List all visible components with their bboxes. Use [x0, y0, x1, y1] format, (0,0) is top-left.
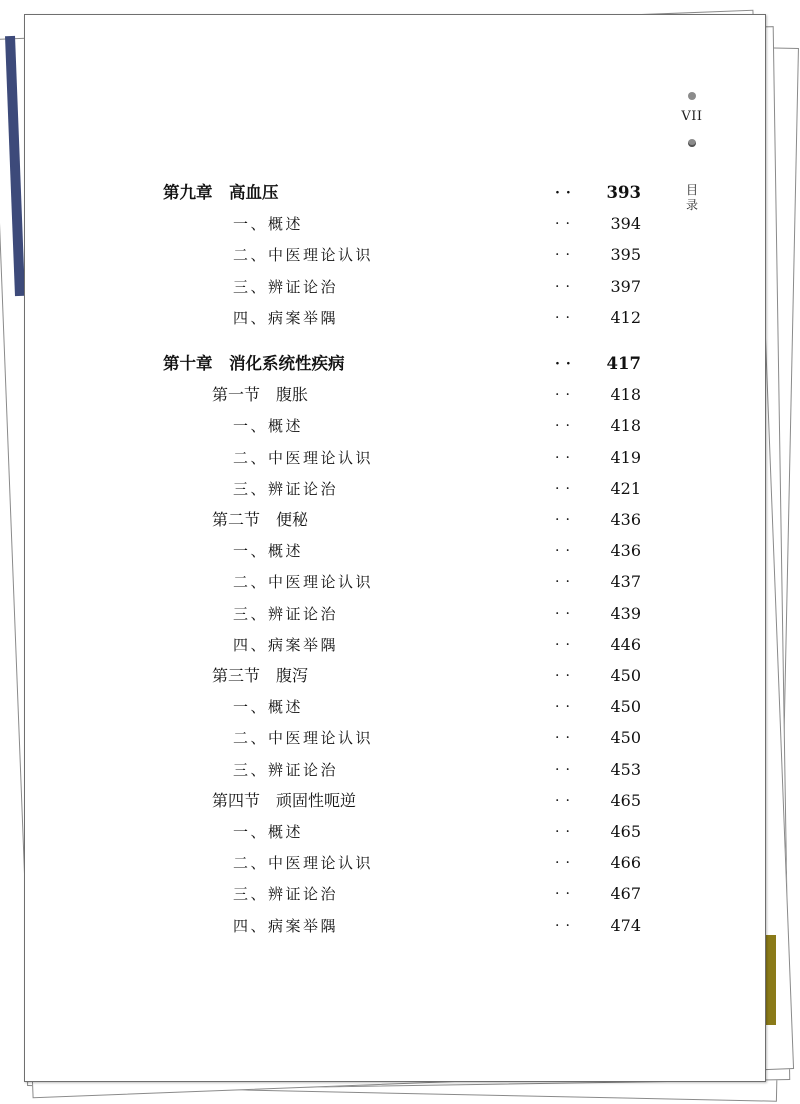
toc-leader-dots: ··	[555, 185, 577, 201]
toc-entry-page: 418	[610, 416, 641, 436]
toc-entry-page: 412	[610, 307, 641, 327]
side-running-title: 目录	[685, 183, 698, 212]
toc-entry-item	[25, 477, 765, 501]
cover-edge-olive	[766, 935, 776, 1025]
toc-entry-title: 第一节 腹胀	[212, 385, 309, 405]
toc-entry-page: 446	[610, 634, 641, 654]
toc-leader-dots: ··	[555, 855, 576, 872]
toc-leader-dots: ··	[555, 309, 576, 326]
toc-leader-dots: ··	[555, 574, 576, 591]
toc-entry-title: 三、辨证论治	[233, 760, 339, 779]
page-number: VII	[681, 109, 703, 124]
toc-leader-dots: ··	[555, 668, 576, 684]
toc-entry-chapter	[25, 352, 765, 376]
toc-entry-title: 一、概述	[233, 215, 304, 234]
toc-leader-dots: ··	[555, 699, 576, 716]
toc-entry-page: 439	[610, 603, 641, 623]
toc-entry-section	[25, 664, 765, 688]
toc-entry-title: 第二节 便秘	[212, 510, 309, 529]
toc-entry-title: 三、辨证论治	[233, 277, 339, 296]
table-of-contents	[25, 15, 765, 1081]
toc-entry-item	[25, 539, 765, 563]
toc-entry-page: 418	[610, 385, 641, 405]
toc-entry-page: 395	[610, 245, 641, 265]
toc-entry-title: 三、辨证论治	[233, 604, 339, 623]
toc-page	[24, 14, 766, 1082]
toc-entry-page: 450	[610, 666, 641, 685]
toc-entry-page: 394	[610, 214, 641, 234]
toc-entry-item	[25, 820, 765, 844]
toc-entry-title: 第十章 消化系统性疾病	[163, 354, 345, 373]
toc-entry-section	[25, 383, 765, 407]
toc-entry-item	[25, 851, 765, 875]
toc-entry-page: 465	[610, 822, 641, 841]
toc-leader-dots: ··	[555, 886, 576, 903]
toc-entry-title: 二、中医理论认识	[233, 448, 374, 467]
toc-leader-dots: ··	[555, 387, 576, 404]
toc-entry-section	[25, 789, 765, 813]
toc-entry-page: 450	[610, 728, 641, 748]
toc-entry-page: 466	[610, 853, 641, 873]
toc-leader-dots: ··	[555, 356, 577, 372]
toc-entry-item	[25, 275, 765, 299]
toc-entry-title: 第三节 腹泻	[212, 666, 309, 685]
toc-entry-title: 二、中医理论认识	[233, 246, 374, 265]
toc-entry-page: 474	[610, 915, 641, 935]
toc-entry-item	[25, 758, 765, 782]
toc-entry-item	[25, 414, 765, 438]
toc-entry-item	[25, 446, 765, 470]
toc-entry-title: 一、概述	[233, 698, 304, 717]
toc-leader-dots: ··	[555, 216, 576, 233]
toc-leader-dots: ··	[555, 278, 576, 295]
toc-leader-dots: ··	[555, 761, 576, 778]
toc-leader-dots: ··	[555, 449, 576, 466]
toc-entry-page: 467	[610, 884, 641, 904]
toc-leader-dots: ··	[555, 730, 576, 747]
toc-leader-dots: ··	[555, 543, 576, 560]
toc-entry-page: 436	[610, 510, 641, 529]
toc-entry-title: 一、概述	[233, 823, 304, 841]
toc-entry-title: 四、病案举隅	[233, 635, 339, 654]
toc-entry-item	[25, 633, 765, 657]
toc-entry-item	[25, 212, 765, 236]
toc-entry-title: 第四节 顽固性呃逆	[212, 790, 357, 810]
toc-entry-page: 397	[610, 276, 641, 296]
toc-entry-title: 一、概述	[233, 417, 304, 436]
toc-leader-dots: ··	[555, 792, 576, 809]
toc-leader-dots: ··	[555, 247, 576, 264]
toc-entry-page: 453	[610, 759, 641, 779]
toc-leader-dots: ··	[555, 917, 576, 934]
toc-entry-title: 第九章 高血压	[163, 183, 279, 202]
toc-entry-section	[25, 508, 765, 532]
toc-entry-item	[25, 882, 765, 906]
toc-entry-page: 419	[610, 447, 641, 467]
toc-leader-dots: ··	[555, 512, 576, 528]
toc-entry-page: 465	[610, 790, 641, 810]
toc-leader-dots: ··	[555, 605, 576, 622]
toc-entry-item	[25, 306, 765, 330]
toc-entry-item	[25, 726, 765, 750]
toc-entry-title: 四、病案举隅	[233, 916, 339, 935]
toc-entry-title: 三、辨证论治	[233, 885, 339, 904]
toc-entry-page: 393	[606, 183, 641, 202]
toc-entry-item	[25, 243, 765, 267]
toc-leader-dots: ··	[555, 418, 576, 435]
toc-entry-item	[25, 602, 765, 626]
toc-entry-title: 四、病案举隅	[233, 308, 339, 327]
toc-leader-dots: ··	[555, 636, 576, 653]
toc-entry-item	[25, 570, 765, 594]
toc-entry-page: 436	[610, 541, 641, 561]
toc-leader-dots: ··	[555, 824, 576, 840]
toc-entry-title: 一、概述	[233, 542, 304, 561]
toc-entry-title: 二、中医理论认识	[233, 729, 374, 748]
toc-entry-item	[25, 914, 765, 938]
toc-entry-page: 417	[606, 354, 641, 373]
toc-entry-page: 421	[610, 478, 641, 498]
toc-entry-title: 三、辨证论治	[233, 479, 339, 498]
toc-entry-title: 二、中医理论认识	[233, 573, 374, 592]
toc-entry-chapter	[25, 181, 765, 205]
toc-entry-item	[25, 695, 765, 719]
toc-entry-page: 450	[610, 697, 641, 717]
toc-entry-page: 437	[610, 572, 641, 592]
toc-entry-title: 二、中医理论认识	[233, 854, 374, 873]
toc-leader-dots: ··	[555, 480, 576, 497]
